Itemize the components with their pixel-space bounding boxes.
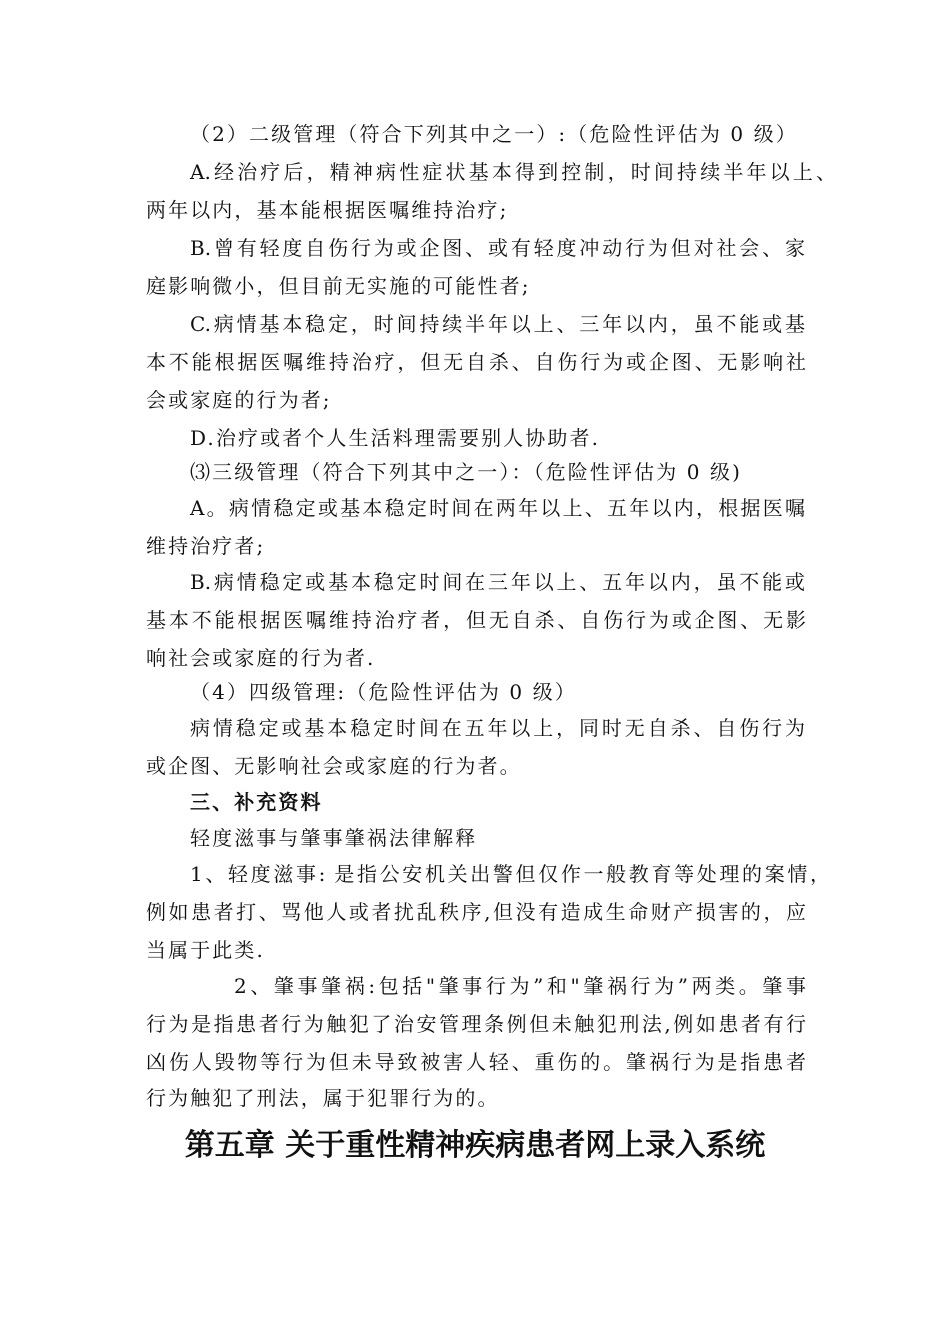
paragraph-line: （4）四级管理:（危险性评估为 0 级）	[190, 680, 577, 704]
paragraph-line: 维持治疗者;	[146, 534, 266, 558]
paragraph-line: 基本不能根据医嘱维持治疗者，但无自杀、自伤行为或企图、无影	[146, 608, 806, 632]
paragraph-line: B.曾有轻度自伤行为或企图、或有轻度冲动行为但对社会、家	[190, 236, 805, 260]
paragraph-line: 行为是指患者行为触犯了治安管理条例但未触犯刑法,例如患者有行	[146, 1012, 806, 1036]
paragraph-line: 行为触犯了刑法，属于犯罪行为的。	[146, 1086, 500, 1110]
paragraph-line: 本不能根据医嘱维持治疗，但无自杀、自伤行为或企图、无影响社	[146, 350, 806, 374]
paragraph-line: 会或家庭的行为者;	[146, 388, 332, 412]
paragraph-line: 凶伤人毁物等行为但未导致被害人轻、重伤的。肇祸行为是指患者	[146, 1050, 806, 1074]
paragraph-line: （2）二级管理（符合下列其中之一）:（危险性评估为 0 级）	[190, 122, 798, 146]
paragraph-line: 轻度滋事与肇事肇祸法律解释	[190, 826, 478, 850]
paragraph-line: A。病情稳定或基本稳定时间在两年以上、五年以内，根据医嘱	[190, 496, 805, 520]
paragraph-line: ⑶三级管理（符合下列其中之一）：（危险性评估为 0 级)	[190, 460, 743, 484]
paragraph-line: D.治疗或者个人生活料理需要别人协助者.	[190, 426, 601, 450]
paragraph-line: 2、肇事肇祸:包括"肇事行为”和"肇祸行为”两类。肇事	[234, 974, 806, 998]
chapter-title: 第五章 关于重性精神疾病患者网上录入系统	[184, 1128, 766, 1163]
paragraph-line: 例如患者打、骂他人或者扰乱秩序,但没有造成生命财产损害的，应	[146, 900, 806, 924]
paragraph-line: B.病情稳定或基本稳定时间在三年以上、五年以内，虽不能或	[190, 570, 805, 594]
paragraph-line: 响社会或家庭的行为者.	[146, 646, 376, 670]
paragraph-line: A.经治疗后，精神病性症状基本得到控制，时间持续半年以上、	[190, 160, 836, 184]
paragraph-line: 当属于此类.	[146, 938, 265, 962]
paragraph-line: 1、轻度滋事: 是指公安机关出警但仅作一般教育等处理的案情，	[190, 862, 830, 886]
paragraph-line: 或企图、无影响社会或家庭的行为者。	[146, 754, 522, 778]
section-heading: 三、补充资料	[190, 790, 323, 814]
paragraph-line: 病情稳定或基本稳定时间在五年以上，同时无自杀、自伤行为	[190, 716, 805, 740]
paragraph-line: C.病情基本稳定，时间持续半年以上、三年以内，虽不能或基	[190, 312, 805, 336]
paragraph-line: 庭影响微小，但目前无实施的可能性者;	[146, 274, 531, 298]
paragraph-line: 两年以内，基本能根据医嘱维持治疗;	[146, 198, 509, 222]
